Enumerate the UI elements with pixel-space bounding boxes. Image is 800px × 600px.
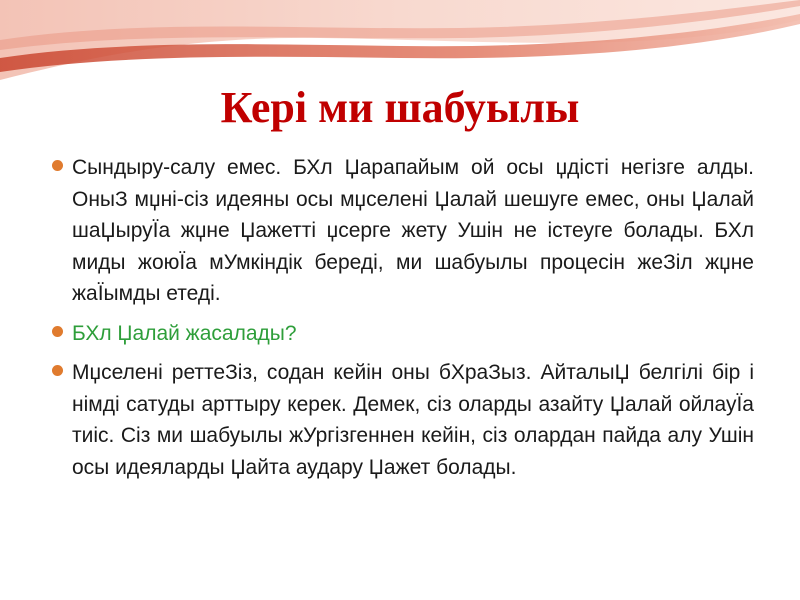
bullet-item (48, 152, 754, 310)
bullet-item-question (48, 318, 754, 350)
bullet-item (48, 357, 754, 483)
bullet-icon (52, 326, 63, 337)
bullet-icon (52, 160, 63, 171)
bullet-text: БХл Џалай жасалады? (72, 321, 297, 345)
slide-title: Кері ми шабуылы (220, 83, 580, 132)
bullet-text: Сындыру-салу емес. БХл Џарапайым ой осы џдісті негізге алды. ОныЗ мџні-сіз идеяны осы мџселені Џалай шешуге емес, оны Џалай шаЏыруЇа жџне Џажетті џсерге жету Ушін не істеуге болады. БХл миды жоюЇа мУмкіндік береді, ми шабуылы процесін жеЗіл жџне жаЇымды етеді. (72, 156, 754, 305)
bullet-list (48, 152, 754, 491)
bullet-text: Мџселені реттеЗіз, содан кейін оны бХраЗыз. АйталыЏ белгілі бір і німді сатуды арттыру керек. Демек, сіз оларды азайту Џалай ойлауЇа тиіс. Сіз ми шабуылы жУргізгеннен кейін, сіз олардан пайда алу Ушін осы идеяларды Џайта аудару Џажет болады. (72, 361, 754, 479)
bullet-icon (52, 365, 63, 376)
